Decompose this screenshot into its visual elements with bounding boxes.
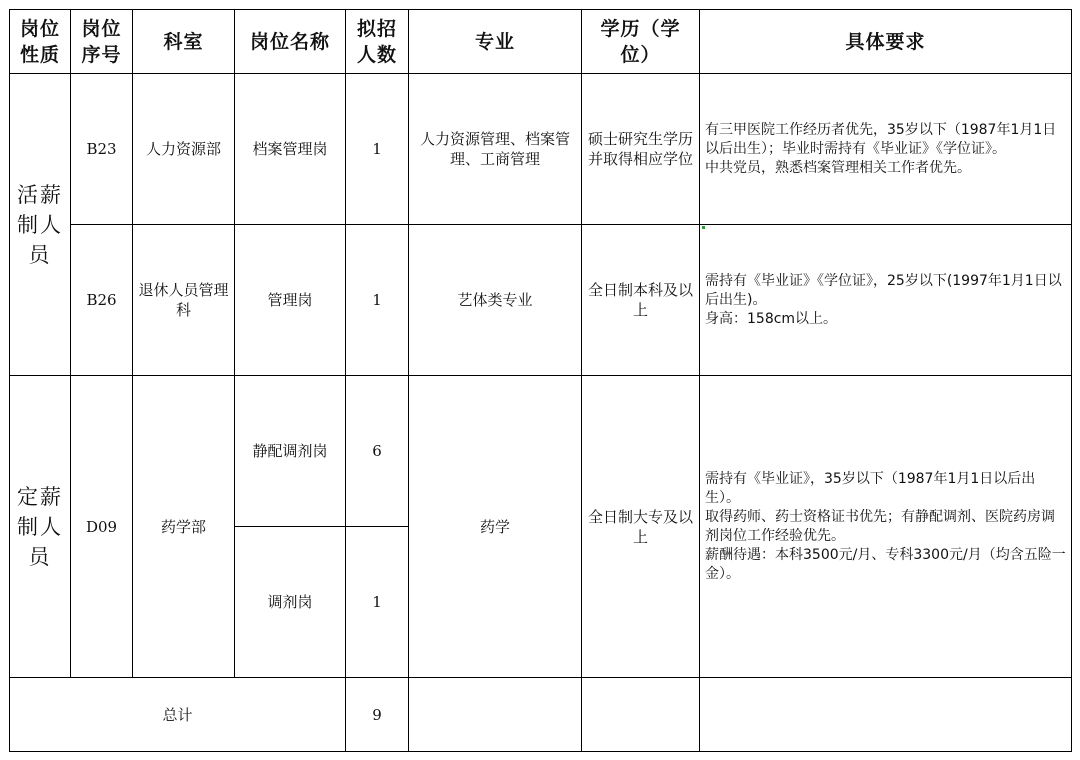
total-count: 9	[346, 678, 409, 752]
cell-corner-mark	[702, 226, 705, 229]
dept-cell: 退休人员管理科	[133, 225, 235, 376]
requirements-cell: 需持有《毕业证》，35岁以下（1987年1月1日以后出生）。 取得药师、药士资格证书优先；有静配调剂、医院药房调剂岗位工作经验优先。 薪酬待遇：本科3500元/月、专科3300元/月（均含五险一金）。	[700, 376, 1072, 678]
empty-cell	[700, 678, 1072, 752]
header-seq: 岗位序号	[71, 10, 133, 74]
header-req: 具体要求	[700, 10, 1072, 74]
seq-cell: D09	[71, 376, 133, 678]
table-row	[10, 376, 1072, 527]
header-nature: 岗位性质	[10, 10, 71, 74]
dept-cell: 药学部	[133, 376, 235, 678]
header-edu: 学历（学位）	[582, 10, 700, 74]
seq-cell: B23	[71, 74, 133, 225]
recruitment-table	[9, 9, 1072, 752]
post-cell: 调剂岗	[235, 527, 346, 678]
header-count: 拟招人数	[346, 10, 409, 74]
nature-cell: 定薪制人员	[10, 376, 71, 678]
header-post: 岗位名称	[235, 10, 346, 74]
edu-cell: 全日制本科及以上	[582, 225, 700, 376]
major-cell: 艺体类专业	[409, 225, 582, 376]
header-dept: 科室	[133, 10, 235, 74]
count-cell: 1	[346, 74, 409, 225]
major-cell: 药学	[409, 376, 582, 678]
table-row	[10, 225, 1072, 376]
total-label: 总计	[10, 678, 346, 752]
major-cell: 人力资源管理、档案管理、工商管理	[409, 74, 582, 225]
post-cell: 静配调剂岗	[235, 376, 346, 527]
requirements-cell: 有三甲医院工作经历者优先，35岁以下（1987年1月1日以后出生）；毕业时需持有《毕业证》《学位证》。 中共党员，熟悉档案管理相关工作者优先。	[700, 74, 1072, 225]
edu-cell: 硕士研究生学历并取得相应学位	[582, 74, 700, 225]
edu-cell: 全日制大专及以上	[582, 376, 700, 678]
requirements-cell: 需持有《毕业证》《学位证》，25岁以下(1997年1月1日以后出生)。 身高：158cm以上。	[700, 225, 1072, 376]
count-cell: 6	[346, 376, 409, 527]
empty-cell	[409, 678, 582, 752]
empty-cell	[582, 678, 700, 752]
count-cell: 1	[346, 225, 409, 376]
table-row	[10, 74, 1072, 225]
header-major: 专业	[409, 10, 582, 74]
count-cell: 1	[346, 527, 409, 678]
post-cell: 管理岗	[235, 225, 346, 376]
seq-cell: B26	[71, 225, 133, 376]
header-row	[10, 10, 1072, 74]
nature-cell: 活薪制人员	[10, 74, 71, 376]
post-cell: 档案管理岗	[235, 74, 346, 225]
dept-cell: 人力资源部	[133, 74, 235, 225]
total-row	[10, 678, 1072, 752]
